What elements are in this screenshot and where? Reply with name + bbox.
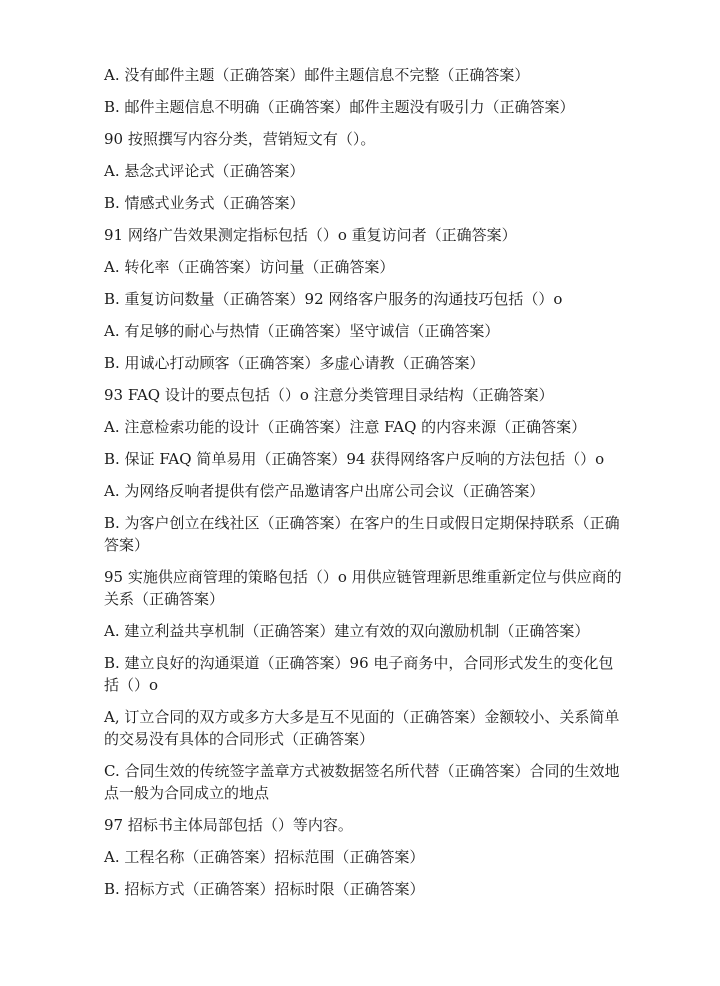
question-line: 97 招标书主体局部包括（）等内容。 — [104, 816, 353, 834]
text-line: B. 重复访问数量（正确答案）92 网络客户服务的沟通技巧包括（）o — [104, 290, 563, 308]
text-line: B. 招标方式（正确答案）招标时限（正确答案） — [104, 880, 425, 898]
text-line: A. 注意检索功能的设计（正确答案）注意 FAQ 的内容来源（正确答案） — [104, 418, 587, 436]
text-line: A. 工程名称（正确答案）招标范围（正确答案） — [104, 848, 425, 866]
question-line: 95 实施供应商管理的策略包括（）o 用供应链管理新思维重新定位与供应商的关系（正确答案） — [104, 568, 622, 608]
text-line: C. 合同生效的传统签字盖章方式被数据签名所代替（正确答案）合同的生效地点一般为合同成立的地点 — [104, 762, 620, 802]
question-line: 90 按照撰写内容分类，营销短文有（）。 — [104, 130, 376, 148]
text-line: A. 悬念式评论式（正确答案） — [104, 162, 305, 180]
text-line: A. 转化率（正确答案）访问量（正确答案） — [104, 258, 395, 276]
text-line: A. 为网络反响者提供有偿产品邀请客户出席公司会议（正确答案） — [104, 482, 545, 500]
text-line: A, 订立合同的双方或多方大多是互不见面的（正确答案）金额较小、关系简单的交易没有具体的合同形式（正确答案） — [104, 708, 620, 748]
text-line: B. 邮件主题信息不明确（正确答案）邮件主题没有吸引力（正确答案） — [104, 98, 575, 116]
question-list — [104, 64, 624, 910]
text-line: A. 没有邮件主题（正确答案）邮件主题信息不完整（正确答案） — [104, 66, 530, 84]
text-line: B. 建立良好的沟通渠道（正确答案）96 电子商务中，合同形式发生的变化包括（）o — [104, 654, 614, 694]
question-line: 93 FAQ 设计的要点包括（）o 注意分类管理目录结构（正确答案） — [104, 386, 554, 404]
text-line: A. 有足够的耐心与热情（正确答案）坚守诚信（正确答案） — [104, 322, 500, 340]
question-line: 91 网络广告效果测定指标包括（）o 重复访问者（正确答案） — [104, 226, 517, 244]
text-line: B. 用诚心打动顾客（正确答案）多虚心请教（正确答案） — [104, 354, 485, 372]
text-line: B. 为客户创立在线社区（正确答案）在客户的生日或假日定期保持联系（正确答案） — [104, 514, 620, 554]
text-line: B. 保证 FAQ 简单易用（正确答案）94 获得网络客户反响的方法包括（）o — [104, 450, 605, 468]
text-line: B. 情感式业务式（正确答案） — [104, 194, 305, 212]
text-line: A. 建立利益共享机制（正确答案）建立有效的双向激励机制（正确答案） — [104, 622, 590, 640]
